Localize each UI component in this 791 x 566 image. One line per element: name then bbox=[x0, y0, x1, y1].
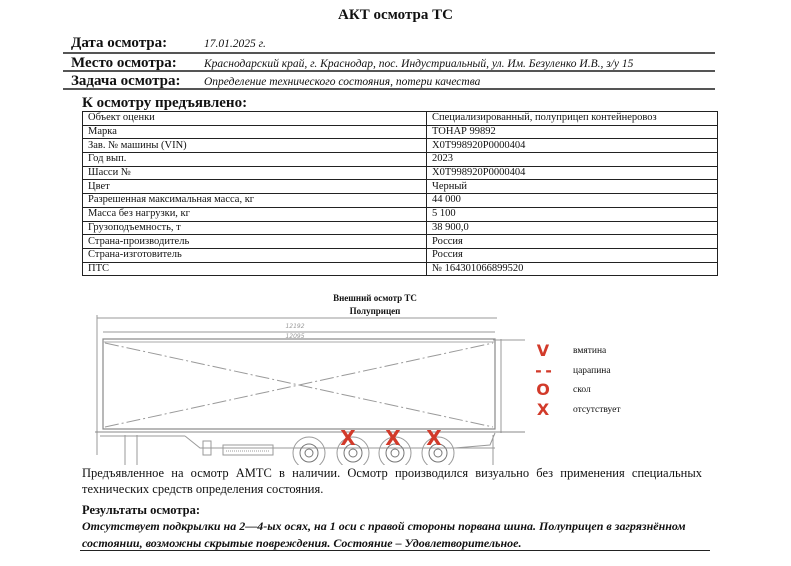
legend-label: отсутствует bbox=[573, 405, 621, 415]
spec-row bbox=[83, 221, 718, 235]
spec-key: Страна-производитель bbox=[83, 235, 427, 249]
missing-icon: X bbox=[536, 400, 550, 419]
figure-title-line1: Внешний осмотр ТС bbox=[333, 293, 417, 303]
missing-mark-axle-4: X bbox=[426, 426, 442, 450]
spec-key: Марка bbox=[83, 125, 427, 139]
spec-row bbox=[83, 166, 718, 180]
figure-title-line2: Полуприцеп bbox=[349, 306, 401, 316]
legend-item-scratch bbox=[533, 362, 653, 380]
chip-icon: O bbox=[536, 380, 550, 399]
vehicle-spec-table bbox=[82, 111, 718, 276]
spec-key: Цвет bbox=[83, 180, 427, 194]
container-body bbox=[103, 339, 495, 429]
spec-row bbox=[83, 262, 718, 276]
spec-row bbox=[83, 235, 718, 249]
dimension-label: 12095 bbox=[285, 333, 305, 340]
header-value: Определение технического состояния, потери качества bbox=[204, 76, 481, 88]
wheel-axle-1 bbox=[293, 437, 325, 465]
results-text: Отсутствует подкрылки на 2—4-ых осях, на 1 оси с правой стороны порвана шина. Полуприцеп в загрязнённом состоянии, возможны скрытые повреждения. Состояние – Удовлетворительное. bbox=[82, 519, 686, 550]
header-label: Место осмотра: bbox=[71, 55, 177, 71]
legend-item-missing bbox=[533, 401, 653, 419]
spec-row bbox=[83, 207, 718, 221]
spec-row bbox=[83, 153, 718, 167]
spec-row bbox=[83, 180, 718, 194]
spec-key: Разрешенная максимальная масса, кг bbox=[83, 194, 427, 208]
header-value: 17.01.2025 г. bbox=[204, 38, 266, 50]
spec-value: 44 000 bbox=[427, 194, 718, 208]
header-label: Задача осмотра: bbox=[71, 73, 181, 89]
legend-item-dent bbox=[533, 342, 653, 360]
results-underline bbox=[80, 550, 710, 551]
header-rule bbox=[63, 52, 356, 54]
spec-row bbox=[83, 125, 718, 139]
legend-label: царапина bbox=[573, 366, 611, 376]
spec-key: Грузоподъемность, т bbox=[83, 221, 427, 235]
rear-underrun bbox=[455, 433, 495, 448]
spec-key: Год вып. bbox=[83, 153, 427, 167]
spec-key: Объект оценки bbox=[83, 112, 427, 126]
header-value: Краснодарский край, г. Краснодар, пос. Индустриальный, ул. Им. Безуленко И.В., з/у 15 bbox=[204, 58, 634, 70]
header-label: Дата осмотра: bbox=[71, 35, 168, 51]
spec-key: Зав. № машины (VIN) bbox=[83, 139, 427, 153]
spec-value: ТОНАР 99892 bbox=[427, 125, 718, 139]
spec-value: № 164301066899520 bbox=[427, 262, 718, 276]
missing-mark-axle-3: X bbox=[385, 426, 401, 450]
inspection-note: Предъявленное на осмотр АМТС в наличии. Осмотр производился визуально без применения специальных технических средств определения состояния. bbox=[82, 466, 702, 496]
spec-value: X0T998920P0000404 bbox=[427, 166, 718, 180]
spec-key: Страна-изготовитель bbox=[83, 248, 427, 262]
spec-row bbox=[83, 139, 718, 153]
header-rule bbox=[63, 70, 715, 72]
spec-value: 2023 bbox=[427, 153, 718, 167]
spec-value: Россия bbox=[427, 235, 718, 249]
header-rule bbox=[355, 52, 715, 54]
document-title: АКТ осмотра ТС bbox=[338, 7, 453, 23]
scratch-icon: - - bbox=[535, 361, 551, 380]
results-title: Результаты осмотра: bbox=[82, 503, 200, 517]
spec-key: Масса без нагрузки, кг bbox=[83, 207, 427, 221]
missing-mark-axle-2: X bbox=[340, 426, 356, 450]
spec-value: Специализированный, полуприцеп контейнеровоз bbox=[427, 112, 718, 126]
header-rule bbox=[63, 88, 715, 90]
spec-value: 38 900,0 bbox=[427, 221, 718, 235]
spec-value: 5 100 bbox=[427, 207, 718, 221]
semitrailer-drawing bbox=[95, 315, 525, 465]
legend-label: вмятина bbox=[573, 346, 607, 356]
legend-label: скол bbox=[573, 385, 591, 395]
spec-key: Шасси № bbox=[83, 166, 427, 180]
legend-item-chip bbox=[533, 381, 653, 399]
spec-value: Черный bbox=[427, 180, 718, 194]
dent-icon: V bbox=[536, 341, 550, 360]
dimension-label: 12192 bbox=[285, 323, 305, 330]
spec-key: ПТС bbox=[83, 262, 427, 276]
presented-title: К осмотру предъявлено: bbox=[82, 95, 248, 111]
spec-row bbox=[83, 248, 718, 262]
spec-value: Россия bbox=[427, 248, 718, 262]
spec-row bbox=[83, 194, 718, 208]
header-row-date bbox=[63, 34, 355, 54]
spec-row bbox=[83, 112, 718, 126]
spec-value: X0T998920P0000404 bbox=[427, 139, 718, 153]
toolbox bbox=[223, 445, 273, 455]
